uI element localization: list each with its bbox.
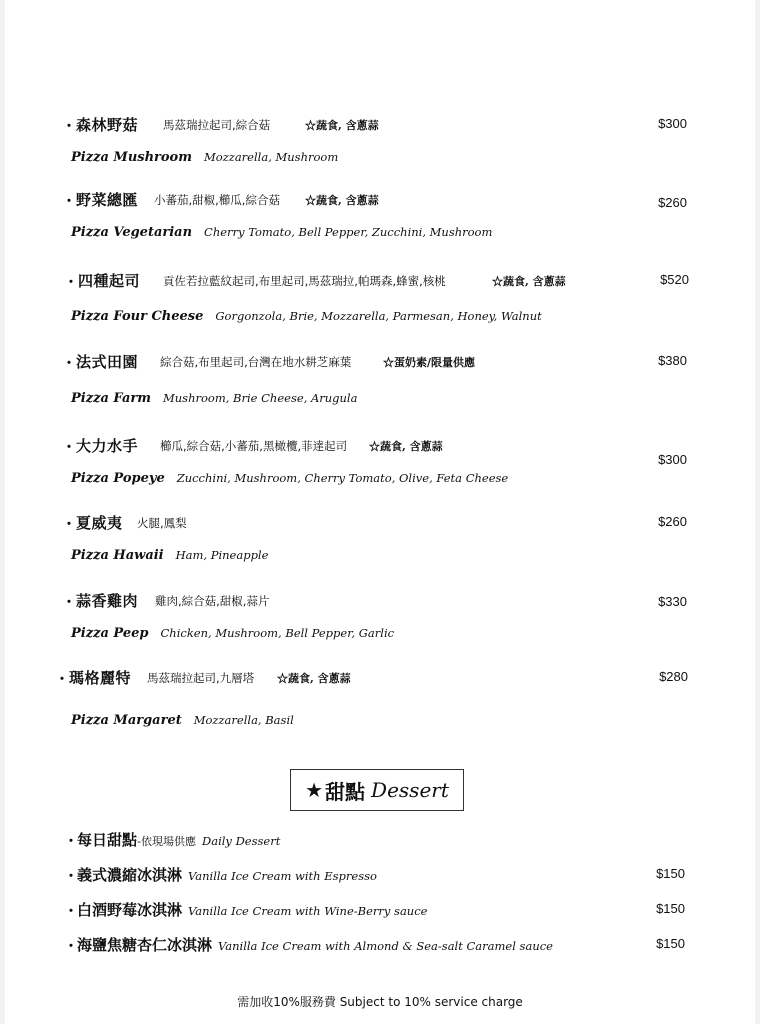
item-en-ingredients: Mozzarella, Basil xyxy=(193,713,294,727)
item-zh-ingredients: 馬茲瑞拉起司,綜合菇 xyxy=(163,118,271,132)
item-diet-tag: ☆蔬食, 含蔥蒜 xyxy=(492,275,566,288)
bullet: ・ xyxy=(62,119,76,135)
menu-item-four-cheese xyxy=(5,270,755,330)
bullet: ・ xyxy=(62,194,76,210)
item-en-name: Pizza Vegetarian xyxy=(71,225,193,240)
bullet: ・ xyxy=(64,904,78,920)
item-price: $260 xyxy=(658,195,687,210)
item-zh-ingredients: 雞肉,綜合菇,甜椒,蒜片 xyxy=(155,594,270,608)
item-price: $260 xyxy=(658,514,687,529)
item-price: $280 xyxy=(659,669,688,684)
dessert-item-caramel xyxy=(5,934,755,956)
dessert-price: $150 xyxy=(656,866,685,881)
item-zh-name: 夏威夷 xyxy=(76,514,123,532)
item-diet-tag: ☆蔬食, 含蔥蒜 xyxy=(369,440,443,453)
bullet: ・ xyxy=(62,595,76,611)
item-zh-ingredients: 綜合菇,布里起司,台灣在地水耕芝麻葉 xyxy=(160,355,352,369)
menu-item-farm xyxy=(5,351,755,411)
item-en-name: Pizza Hawaii xyxy=(71,548,164,563)
dessert-note: -依現場供應 xyxy=(137,835,196,848)
dessert-zh-name xyxy=(77,899,427,920)
dessert-item-espresso xyxy=(5,864,755,886)
item-zh-ingredients: 小蕃茄,甜椒,櫛瓜,綜合菇 xyxy=(154,193,280,207)
star-icon: ★ xyxy=(305,778,324,802)
service-charge-note: 需加收10%服務費 Subject to 10% service charge xyxy=(237,995,523,1009)
bullet: ・ xyxy=(64,275,78,291)
item-price: $330 xyxy=(658,594,687,609)
dessert-en-name: Vanilla Ice Cream with Almond & Sea-salt Caramel sauce xyxy=(218,939,553,953)
dessert-item-daily xyxy=(5,829,755,851)
dessert-en-name: Vanilla Ice Cream with Espresso xyxy=(188,869,377,883)
item-en-row xyxy=(71,709,294,728)
bullet: ・ xyxy=(64,939,78,955)
item-zh-ingredients: 馬茲瑞拉起司,九層塔 xyxy=(147,671,255,685)
dessert-zh-name-text: 義式濃縮冰淇淋 xyxy=(77,866,183,884)
item-zh-ingredients: 火腿,鳳梨 xyxy=(137,516,187,530)
item-en-ingredients: Zucchini, Mushroom, Cherry Tomato, Olive, Feta Cheese xyxy=(176,471,509,485)
dessert-zh-name-text: 白酒野莓冰淇淋 xyxy=(77,901,183,919)
item-en-row xyxy=(71,305,542,324)
bullet: ・ xyxy=(62,440,76,456)
dessert-section-title xyxy=(290,769,464,811)
item-en-ingredients: Chicken, Mushroom, Bell Pepper, Garlic xyxy=(160,626,395,640)
bullet: ・ xyxy=(64,869,78,885)
dessert-en-name: Daily Dessert xyxy=(202,834,281,848)
item-en-name: Pizza Four Cheese xyxy=(71,309,204,324)
menu-item-popeye xyxy=(5,435,755,495)
item-diet-tag: ☆蔬食, 含蔥蒜 xyxy=(305,119,379,132)
dessert-zh-name xyxy=(77,829,280,850)
item-en-ingredients: Mushroom, Brie Cheese, Arugula xyxy=(162,391,358,405)
menu-item-margaret xyxy=(5,667,755,727)
item-diet-tag: ☆蔬食, 含蔥蒜 xyxy=(277,672,351,685)
item-zh-ingredients: 貢佐若拉藍紋起司,布里起司,馬茲瑞拉,帕瑪森,蜂蜜,核桃 xyxy=(163,274,446,288)
dessert-item-wine-berry xyxy=(5,899,755,921)
dessert-title-en: Dessert xyxy=(371,778,449,802)
item-price: $300 xyxy=(658,452,687,467)
item-zh-name: 大力水手 xyxy=(76,437,139,455)
dessert-price: $150 xyxy=(656,901,685,916)
item-en-row xyxy=(71,622,394,641)
item-en-ingredients: Mozzarella, Mushroom xyxy=(204,150,339,164)
bullet: ・ xyxy=(62,356,76,372)
dessert-price: $150 xyxy=(656,936,685,951)
menu-item-vegetarian xyxy=(5,189,755,249)
item-en-row xyxy=(71,544,268,563)
item-en-name: Pizza Popeye xyxy=(71,471,165,486)
bullet: ・ xyxy=(62,517,76,533)
item-en-ingredients: Cherry Tomato, Bell Pepper, Zucchini, Mushroom xyxy=(204,225,493,239)
item-zh-name: 森林野菇 xyxy=(76,116,139,134)
item-zh-name: 四種起司 xyxy=(78,272,141,290)
item-en-name: Pizza Mushroom xyxy=(71,150,192,165)
item-zh-name: 蒜香雞肉 xyxy=(76,592,139,610)
menu-item-peep xyxy=(5,590,755,650)
dessert-en-name: Vanilla Ice Cream with Wine-Berry sauce xyxy=(188,904,428,918)
dessert-zh-name xyxy=(77,864,377,885)
item-en-name: Pizza Farm xyxy=(71,391,151,406)
item-price: $380 xyxy=(658,353,687,368)
item-en-row xyxy=(71,467,508,486)
dessert-zh-name-text: 海鹽焦糖杏仁冰淇淋 xyxy=(77,936,213,954)
item-zh-name: 瑪格麗特 xyxy=(69,669,132,687)
item-diet-tag: ☆蛋奶素/限量供應 xyxy=(383,356,476,369)
item-zh-name: 法式田園 xyxy=(76,353,139,371)
item-zh-ingredients: 櫛瓜,綜合菇,小蕃茄,黑橄欖,菲達起司 xyxy=(160,439,348,453)
item-en-name: Pizza Margaret xyxy=(71,713,182,728)
bullet: ・ xyxy=(64,834,78,850)
item-en-ingredients: Ham, Pineapple xyxy=(175,548,269,562)
item-price: $300 xyxy=(658,116,687,131)
menu-page xyxy=(5,0,755,1024)
item-en-row xyxy=(71,146,338,165)
dessert-title-zh: 甜點 xyxy=(325,779,366,804)
item-zh-name: 野菜總匯 xyxy=(76,191,139,209)
bullet: ・ xyxy=(55,672,69,688)
dessert-zh-name-text: 每日甜點 xyxy=(77,831,138,849)
item-en-name: Pizza Peep xyxy=(71,626,149,641)
item-en-ingredients: Gorgonzola, Brie, Mozzarella, Parmesan, Honey, Walnut xyxy=(215,309,542,323)
menu-item-hawaii xyxy=(5,512,755,572)
item-price: $520 xyxy=(660,272,689,287)
item-en-row xyxy=(71,221,492,240)
dessert-zh-name xyxy=(77,934,553,955)
item-en-row xyxy=(71,387,357,406)
item-diet-tag: ☆蔬食, 含蔥蒜 xyxy=(305,194,379,207)
menu-item-mushroom xyxy=(5,114,755,174)
